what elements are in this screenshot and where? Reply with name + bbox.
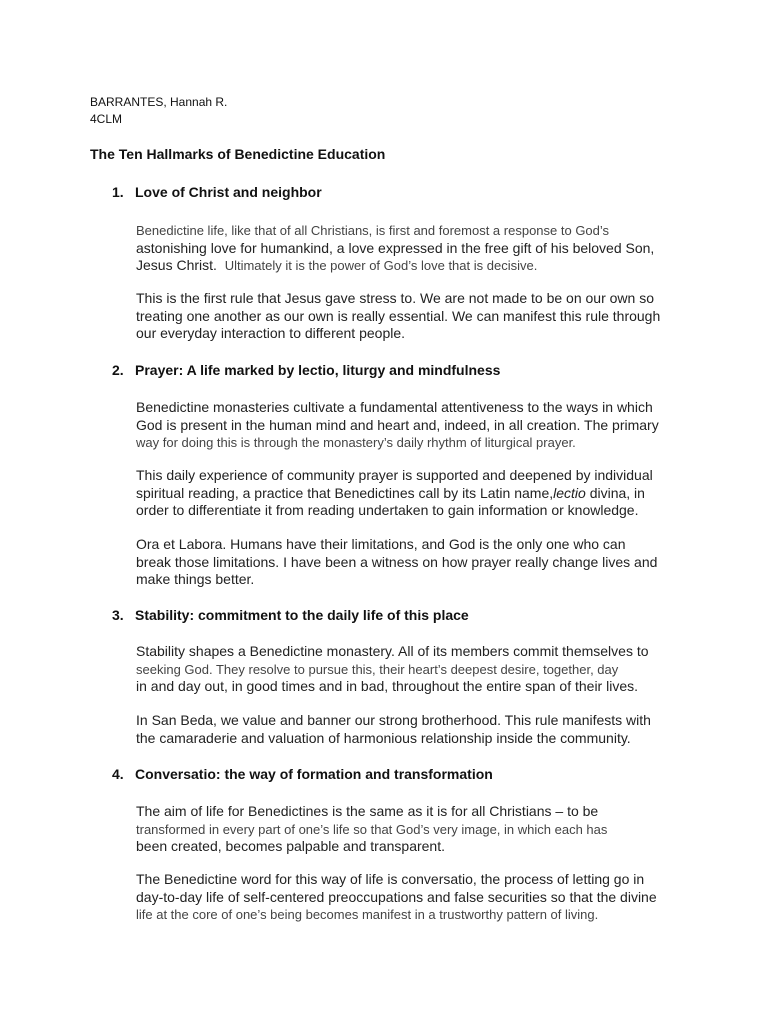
section-number: 1. [112,184,124,200]
paragraph [136,536,684,589]
line-segment: Ultimately it is the power of God’s love that is decisive. [224,258,538,273]
paragraph [136,290,684,343]
section-heading-4 [112,766,493,782]
paragraph-line: transformed in every part of one’s life so that God’s very image, in which each has [136,821,608,837]
author-name: BARRANTES, Hannah R. [90,95,228,109]
paragraph [136,467,684,520]
document-title: The Ten Hallmarks of Benedictine Education [90,146,386,162]
paragraph-line: life at the core of one’s being becomes manifest in a trustworthy pattern of living. [136,907,599,922]
paragraph-line: make things better. [136,571,255,587]
class-section: 4CLM [90,112,123,126]
section-title: Prayer: A life marked by lectio, liturgy and mindfulness [135,362,501,378]
paragraph [136,871,684,924]
line-segment: divina, in [585,484,645,501]
section-heading-2 [112,362,500,378]
paragraph-line: In San Beda, we value and banner our strong brotherhood. This rule manifests with [136,712,651,728]
paragraph [136,643,684,696]
paragraph-line: in and day out, in good times and in bad, throughout the entire span of their lives. [136,678,638,694]
paragraph [136,222,684,275]
paragraph-line: order to differentiate it from reading undertaken to gain information or knowledge. [136,502,639,518]
paragraph-line: God is present in the human mind and heart and, indeed, in all creation. The primary [136,416,659,433]
line-segment: spiritual reading, a practice that Benedictines call by its Latin name, [136,484,554,501]
paragraph-line: The aim of life for Benedictines is the same as it is for all Christians – to be [136,803,599,819]
paragraph-line: This is the first rule that Jesus gave stress to. We are not made to be on our own so [136,290,654,306]
section-number: 3. [112,607,124,623]
paragraph-line: way for doing this is through the monastery’s daily rhythm of liturgical prayer. [136,435,576,450]
paragraph-line: The Benedictine word for this way of life is conversatio, the process of letting go in [136,871,645,887]
paragraph-line: Benedictine life, like that of all Christians, is first and foremost a response to God’s [136,223,610,238]
paragraph-line [136,485,684,503]
paragraph-line: break those limitations. I have been a witness on how prayer really change lives and [136,553,658,570]
paragraph-line: seeking God. They resolve to pursue this, their heart’s deepest desire, together, day [136,661,619,677]
paragraph-line [136,257,684,275]
paragraph-line: treating one another as our own is really essential. We can manifest this rule through [136,307,661,324]
section-heading-1 [112,184,322,200]
paragraph-line: our everyday interaction to different people. [136,325,406,341]
line-segment-italic: lectio [553,484,586,501]
paragraph-line: This daily experience of community prayer is supported and deepened by individual [136,467,653,483]
section-title: Conversatio: the way of formation and transformation [135,766,493,782]
paragraph-line: Ora et Labora. Humans have their limitations, and God is the only one who can [136,536,626,552]
section-title: Love of Christ and neighbor [135,184,322,200]
paragraph-line: day-to-day life of self-centered preoccupations and false securities so that the divine [136,888,657,905]
paragraph-line: astonishing love for humankind, a love expressed in the free gift of his beloved Son, [136,239,655,256]
section-title: Stability: commitment to the daily life of this place [135,607,469,623]
section-heading-3 [112,607,469,623]
paragraph [136,803,684,856]
paragraph-line: Benedictine monasteries cultivate a fundamental attentiveness to the ways in which [136,399,653,415]
paragraph-line: been created, becomes palpable and transparent. [136,838,445,854]
paragraph-line: Stability shapes a Benedictine monastery. All of its members commit themselves to [136,643,649,659]
line-segment: Jesus Christ. [136,257,217,273]
paragraph [136,712,684,747]
paragraph-line: the camaraderie and valuation of harmonious relationship inside the community. [136,729,631,746]
paragraph [136,399,684,452]
section-number: 2. [112,362,124,378]
section-number: 4. [112,766,124,782]
